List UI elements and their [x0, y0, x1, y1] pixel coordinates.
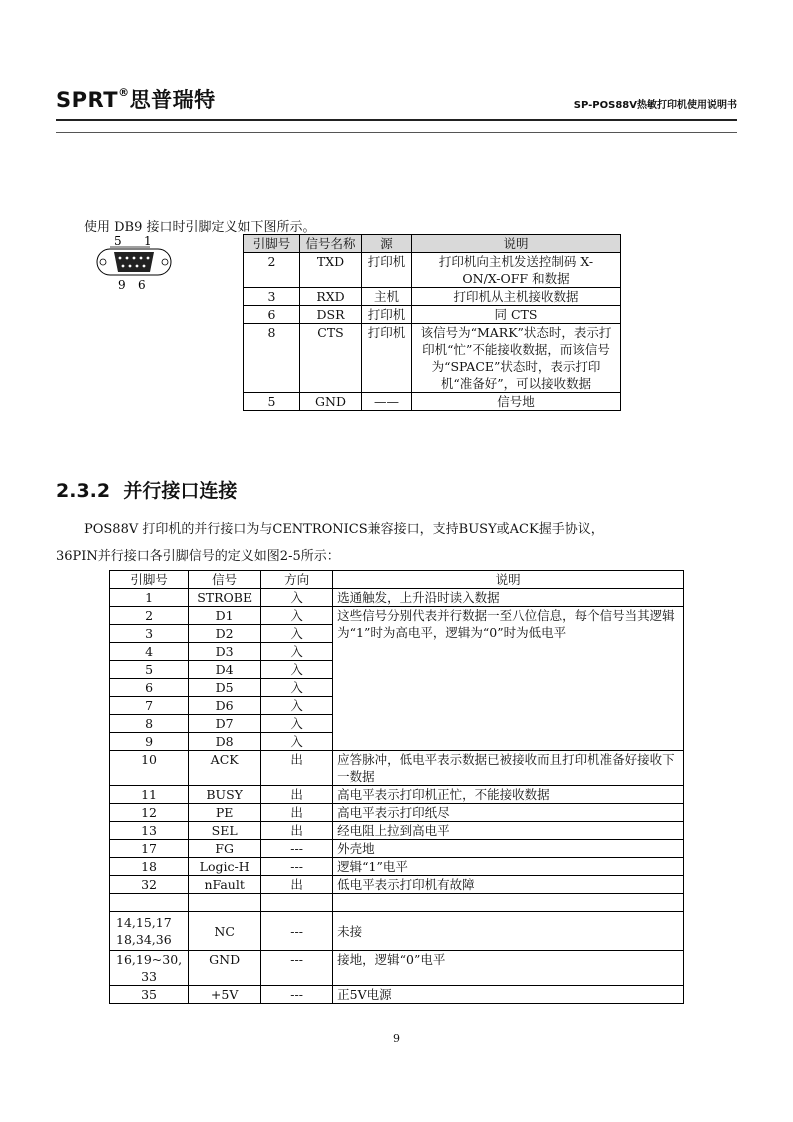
- section-title: 并行接口连接: [123, 480, 238, 502]
- signal-cell: STROBE: [189, 589, 261, 607]
- table-row: [110, 951, 684, 986]
- table-row: [244, 288, 621, 306]
- direction-cell: ---: [261, 858, 333, 876]
- signal-cell: NC: [189, 912, 261, 951]
- signal-cell: BUSY: [189, 786, 261, 804]
- desc-cell: 高电平表示打印纸尽: [333, 804, 684, 822]
- data-bits-desc-cell: 这些信号分别代表并行数据一至八位信息，每个信号当其逻辑为“1”时为高电平，逻辑为“0”时为低电平: [333, 607, 684, 751]
- pin-cell: 9: [110, 733, 189, 751]
- pin-cell: 2: [244, 253, 300, 288]
- pin-cell: 17: [110, 840, 189, 858]
- signal-cell: D4: [189, 661, 261, 679]
- source-cell: 主机: [362, 288, 412, 306]
- empty-cell: [261, 894, 333, 912]
- pin-cell: 3: [244, 288, 300, 306]
- parallel-pin-table: [109, 570, 684, 1004]
- header-divider: [56, 119, 737, 121]
- desc-cell: 经电阻上拉到高电平: [333, 822, 684, 840]
- desc-cell: 打印机从主机接收数据: [412, 288, 621, 306]
- column-header: 说明: [333, 571, 684, 589]
- direction-cell: 入: [261, 625, 333, 643]
- direction-cell: ---: [261, 840, 333, 858]
- direction-cell: 出: [261, 876, 333, 894]
- brand-logo: [56, 84, 216, 114]
- pin-label-6: 6: [138, 278, 146, 292]
- signal-cell: DSR: [300, 306, 362, 324]
- column-header: 引脚号: [244, 235, 300, 253]
- direction-cell: 出: [261, 822, 333, 840]
- pin-label-5: 5: [114, 234, 122, 248]
- pin-cell: 13: [110, 822, 189, 840]
- column-header: 引脚号: [110, 571, 189, 589]
- direction-cell: 入: [261, 715, 333, 733]
- signal-cell: D6: [189, 697, 261, 715]
- table-header-row: [110, 571, 684, 589]
- section-number: 2.3.2: [56, 480, 111, 502]
- column-header: 信号: [189, 571, 261, 589]
- pin-label-1: 1: [144, 234, 152, 248]
- parallel-intro-text: POS88Ⅴ 打印机的并行接口为与CENTRONICS兼容接口，支持BUSY或ACK握手协议，: [84, 522, 604, 537]
- pin-cell: 4: [110, 643, 189, 661]
- section-heading: [56, 476, 237, 503]
- signal-cell: D2: [189, 625, 261, 643]
- column-header: 方向: [261, 571, 333, 589]
- signal-cell: nFault: [189, 876, 261, 894]
- pin-cell: 6: [244, 306, 300, 324]
- signal-cell: GND: [300, 393, 362, 411]
- signal-cell: ACK: [189, 751, 261, 786]
- pin-cell: 8: [244, 324, 300, 393]
- direction-cell: 入: [261, 661, 333, 679]
- registered-mark: ®: [118, 86, 130, 99]
- pin-cell: 8: [110, 715, 189, 733]
- table-row: [110, 751, 684, 786]
- table-row: [110, 822, 684, 840]
- pin-cell: 16,19~30, 33: [110, 951, 189, 986]
- direction-cell: 入: [261, 607, 333, 625]
- empty-row: [110, 894, 684, 912]
- table-row: [110, 786, 684, 804]
- table-row: [110, 876, 684, 894]
- signal-cell: D7: [189, 715, 261, 733]
- desc-cell: 外壳地: [333, 840, 684, 858]
- column-header: 说明: [412, 235, 621, 253]
- desc-cell: 正5V电源: [333, 986, 684, 1004]
- desc-cell: 同 CTS: [412, 306, 621, 324]
- parallel-figure-reference: 36PIN并行接口各引脚信号的定义如图2-5所示：: [56, 549, 340, 564]
- table-row: [244, 306, 621, 324]
- table-row: [244, 324, 621, 393]
- pin-cell: 14,15,17 18,34,36: [110, 912, 189, 951]
- pin-cell: 11: [110, 786, 189, 804]
- table-row: [110, 858, 684, 876]
- db9-pin-table: [243, 234, 621, 411]
- table-row: [244, 393, 621, 411]
- source-cell: 打印机: [362, 253, 412, 288]
- column-header: 信号名称: [300, 235, 362, 253]
- direction-cell: 入: [261, 589, 333, 607]
- pin-cell: 7: [110, 697, 189, 715]
- desc-cell: 低电平表示打印机有故障: [333, 876, 684, 894]
- document-title: SP-POS88Ⅴ热敏打印机使用说明书: [573, 100, 737, 111]
- table-header-row: [244, 235, 621, 253]
- signal-cell: TXD: [300, 253, 362, 288]
- direction-cell: ---: [261, 951, 333, 986]
- signal-cell: SEL: [189, 822, 261, 840]
- source-cell: ——: [362, 393, 412, 411]
- page-number: 9: [393, 1032, 400, 1045]
- desc-cell: 该信号为“MARK”状态时，表示打印机“忙”不能接收数据，而该信号为“SPACE”状态时，表示打印机“准备好”，可以接收数据: [412, 324, 621, 393]
- table-row: [110, 912, 684, 951]
- pin-cell: 3: [110, 625, 189, 643]
- signal-cell: D3: [189, 643, 261, 661]
- desc-cell: 打印机向主机发送控制码 X-ON/X-OFF 和数据: [412, 253, 621, 288]
- direction-cell: 入: [261, 697, 333, 715]
- pin-cell: 35: [110, 986, 189, 1004]
- direction-cell: 出: [261, 786, 333, 804]
- desc-cell: 高电平表示打印机正忙，不能接收数据: [333, 786, 684, 804]
- signal-cell: CTS: [300, 324, 362, 393]
- desc-cell: 应答脉冲，低电平表示数据已被接收而且打印机准备好接收下一数据: [333, 751, 684, 786]
- signal-cell: D5: [189, 679, 261, 697]
- pin-cell: 10: [110, 751, 189, 786]
- direction-cell: 入: [261, 679, 333, 697]
- signal-cell: PE: [189, 804, 261, 822]
- source-cell: 打印机: [362, 324, 412, 393]
- pin-cell: 1: [110, 589, 189, 607]
- direction-cell: 出: [261, 751, 333, 786]
- signal-cell: RXD: [300, 288, 362, 306]
- table-row: [110, 986, 684, 1004]
- pin-cell: 5: [244, 393, 300, 411]
- brand-name-cn: 思普瑞特: [129, 88, 216, 112]
- source-cell: 打印机: [362, 306, 412, 324]
- table-row: [110, 607, 684, 625]
- table-row: [110, 589, 684, 607]
- direction-cell: ---: [261, 986, 333, 1004]
- desc-cell: 逻辑“1”电平: [333, 858, 684, 876]
- table-row: [244, 253, 621, 288]
- brand-name: SPRT: [56, 88, 119, 112]
- direction-cell: 入: [261, 733, 333, 751]
- pin-cell: 5: [110, 661, 189, 679]
- desc-cell: 未接: [333, 912, 684, 951]
- header-divider-thin: [56, 132, 737, 133]
- pin-cell: 12: [110, 804, 189, 822]
- empty-cell: [189, 894, 261, 912]
- empty-cell: [110, 894, 189, 912]
- db9-intro-text: 使用 DB9 接口时引脚定义如下图所示。: [84, 220, 316, 235]
- pin-cell: 2: [110, 607, 189, 625]
- table-row: [110, 804, 684, 822]
- signal-cell: FG: [189, 840, 261, 858]
- desc-cell: 选通触发，上升沿时读入数据: [333, 589, 684, 607]
- direction-cell: 出: [261, 804, 333, 822]
- direction-cell: 入: [261, 643, 333, 661]
- pin-cell: 6: [110, 679, 189, 697]
- pin-label-9: 9: [118, 278, 126, 292]
- pin-cell: 18: [110, 858, 189, 876]
- signal-cell: D1: [189, 607, 261, 625]
- signal-cell: +5V: [189, 986, 261, 1004]
- desc-cell: 信号地: [412, 393, 621, 411]
- signal-cell: D8: [189, 733, 261, 751]
- direction-cell: ---: [261, 912, 333, 951]
- db9-connector-diagram: [96, 233, 172, 293]
- signal-cell: GND: [189, 951, 261, 986]
- column-header: 源: [362, 235, 412, 253]
- signal-cell: Logic-H: [189, 858, 261, 876]
- desc-cell: 接地，逻辑“0”电平: [333, 951, 684, 986]
- pin-cell: 32: [110, 876, 189, 894]
- empty-cell: [333, 894, 684, 912]
- table-row: [110, 840, 684, 858]
